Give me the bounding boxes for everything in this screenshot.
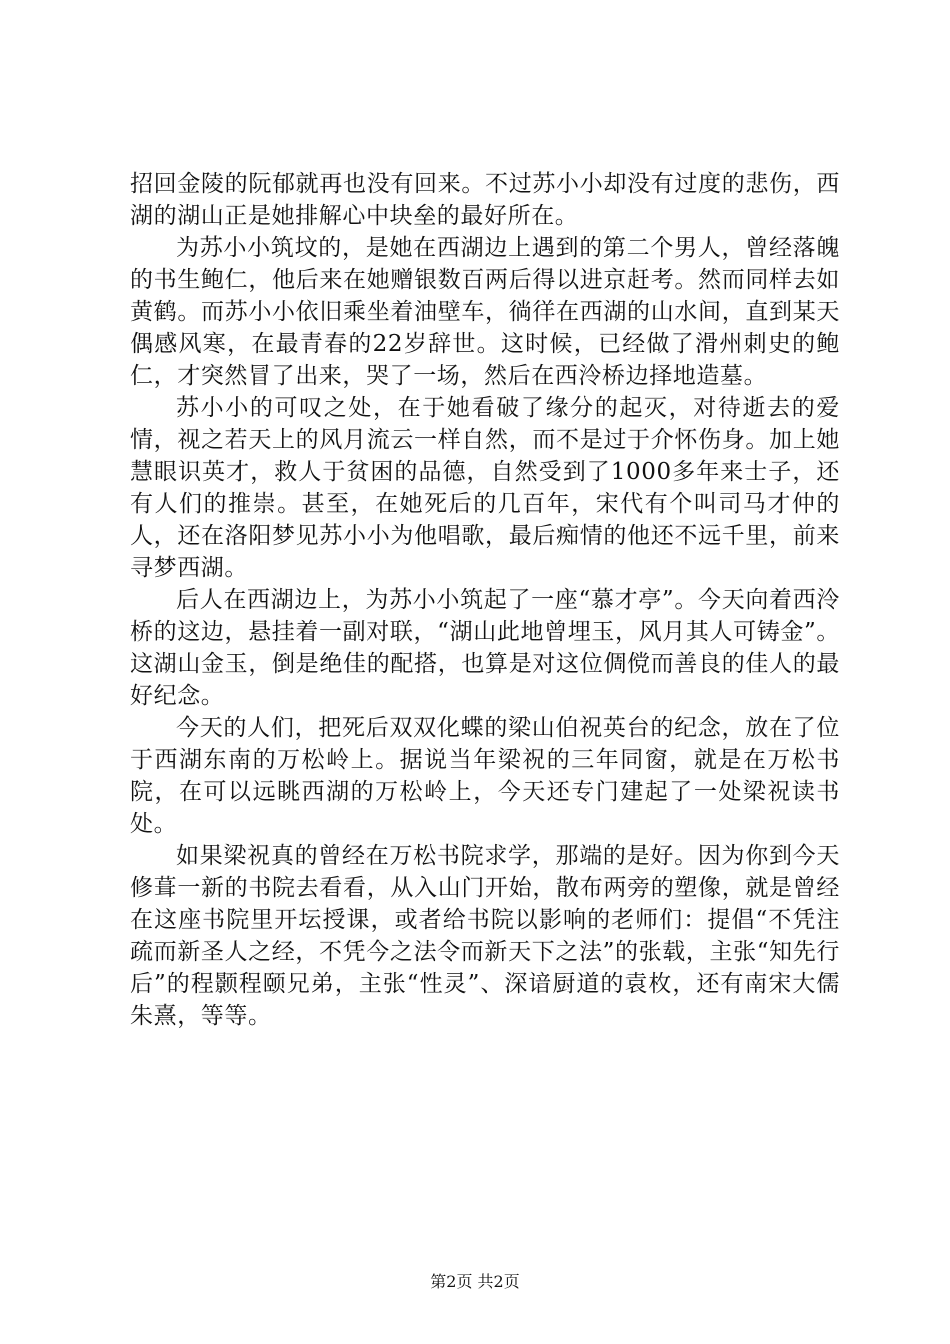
document-body	[130, 168, 840, 1032]
page-number-footer: 第2页 共2页	[430, 1272, 520, 1291]
paragraph-6: 如果梁祝真的曾经在万松书院求学，那端的是好。因为你到今天修葺一新的书院去看看，从入山门开始，散布两旁的塑像，就是曾经在这座书院里开坛授课，或者给书院以影响的老师们：提倡“不凭注疏而新圣人之经，不凭今之法令而新天下之法”的张载，主张“知先行后”的程颢程颐兄弟，主张“性灵”、深谙厨道的袁枚，还有南宋大儒朱熹，等等。	[130, 843, 840, 1029]
paragraph-3: 苏小小的可叹之处，在于她看破了缘分的起灭，对待逝去的爱情，视之若天上的风月流云一样自然，而不是过于介怀伤身。加上她慧眼识英才，救人于贫困的品德，自然受到了1000多年来士子，还有人们的推崇。甚至，在她死后的几百年，宋代有个叫司马才仲的人，还在洛阳梦见苏小小为他唱歌，最后痴情的他还不远千里，前来寻梦西湖。	[130, 395, 840, 581]
paragraph-1: 招回金陵的阮郁就再也没有回来。不过苏小小却没有过度的悲伤，西湖的湖山正是她排解心中块垒的最好所在。	[130, 171, 840, 229]
paragraph-4: 后人在西湖边上，为苏小小筑起了一座“慕才亭”。今天向着西泠桥的这边，悬挂着一副对联，“湖山此地曾埋玉，风月其人可铸金”。这湖山金玉，倒是绝佳的配搭，也算是对这位倜傥而善良的佳人的最好纪念。	[130, 587, 840, 709]
paragraph-5: 今天的人们，把死后双双化蝶的梁山伯祝英台的纪念，放在了位于西湖东南的万松岭上。据说当年梁祝的三年同窗，就是在万松书院，在可以远眺西湖的万松岭上，今天还专门建起了一处梁祝读书处。	[130, 715, 840, 837]
paragraph-2: 为苏小小筑坟的，是她在西湖边上遇到的第二个男人，曾经落魄的书生鲍仁，他后来在她赠银数百两后得以进京赶考。然而同样去如黄鹤。而苏小小依旧乘坐着油壁车，徜徉在西湖的山水间，直到某天偶感风寒，在最青春的22岁辞世。这时候，已经做了滑州刺史的鲍仁，才突然冒了出来，哭了一场，然后在西泠桥边择地造墓。	[130, 235, 840, 389]
